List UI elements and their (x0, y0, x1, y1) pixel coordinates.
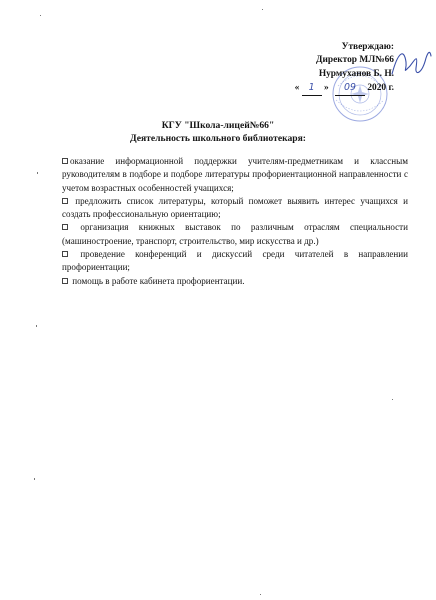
date-month: 09 (335, 81, 365, 95)
document-title: Деятельность школьного библиотекаря: (130, 132, 306, 144)
list-item (62, 155, 408, 195)
approval-date (295, 81, 394, 95)
scan-speck (34, 478, 35, 480)
list-item-text: предложить список литературы, который поможет выявить интерес учащихся и создать профессиональную ориентацию; (62, 195, 408, 220)
list-item (62, 275, 408, 288)
checkbox-bullet-icon (62, 251, 68, 257)
checkbox-bullet-icon (62, 224, 68, 230)
date-year: 2020 г. (367, 83, 394, 94)
scan-speck (392, 399, 393, 400)
scan-speck (262, 9, 263, 10)
scan-speck (260, 594, 261, 595)
date-open-quote: « (294, 83, 300, 94)
approval-block (295, 41, 394, 96)
organization-name: КГУ "Школа-лицей№66" (161, 120, 275, 131)
scan-speck (36, 325, 37, 327)
handwritten-signature (388, 44, 434, 82)
duties-list (62, 155, 408, 288)
list-item (62, 221, 408, 248)
list-item-text: организация книжных выставок по различным отраслям специальности (машиностроение, транспорт, строительство, мир искусства и др.) (62, 222, 408, 246)
list-item-text: оказание информационной поддержки учителям-предметникам и классным руководителям в подборе и подборе литературы профориентационной направленности с учетом возрастных особенностей учащихся; (62, 156, 408, 193)
approval-title: Утверждаю: (341, 42, 394, 52)
list-item-text: проведение конференций и дискуссий среди читателей в направлении профориентации; (62, 249, 408, 273)
list-item (62, 248, 408, 275)
scan-speck (40, 15, 41, 16)
list-item (62, 195, 408, 222)
scan-speck (37, 172, 38, 174)
checkbox-bullet-icon (62, 158, 68, 164)
date-close-quote: » (323, 83, 329, 94)
date-day: 1 (302, 81, 322, 95)
checkbox-bullet-icon (62, 198, 68, 204)
document-heading (0, 120, 436, 145)
director-name: Нурмуханов Б. Н. (318, 68, 394, 79)
director-position: Директор МЛ№66 (316, 55, 394, 66)
checkbox-bullet-icon (62, 278, 68, 284)
list-item-text: помощь в работе кабинета профориентации. (72, 275, 245, 286)
